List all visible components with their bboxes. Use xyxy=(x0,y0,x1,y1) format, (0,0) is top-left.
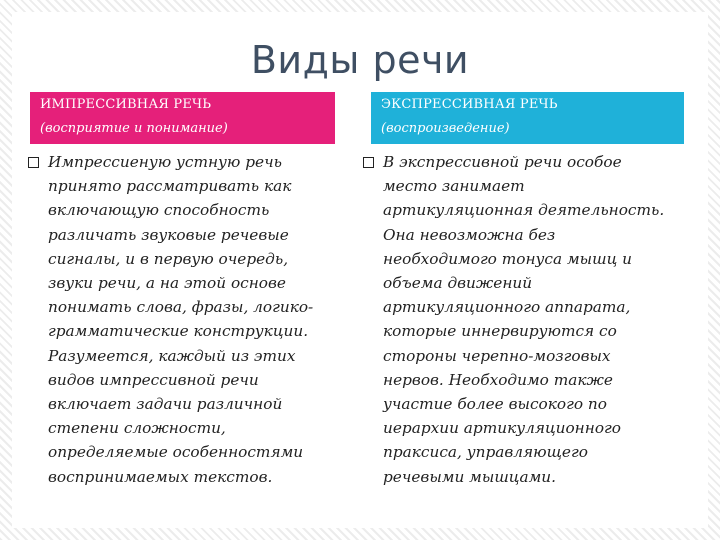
impressive-header-subtitle: (восприятие и понимание) xyxy=(40,121,228,136)
text-line: артикуляционного аппарата, xyxy=(383,298,631,317)
text-line: стороны черепно-мозговых xyxy=(383,346,611,365)
text-line: участие более высокого по xyxy=(383,395,607,414)
text-line: необходимого тонуса мышц и xyxy=(383,249,632,268)
impressive-header-title: ИМПРЕССИВНАЯ РЕЧЬ xyxy=(40,97,212,112)
square-bullet-icon xyxy=(363,157,374,168)
text-line: определяемые особенностями xyxy=(48,443,304,462)
impressive-column xyxy=(28,150,343,489)
square-bullet-icon xyxy=(28,157,39,168)
expressive-header xyxy=(371,92,684,144)
text-line: нервов. Необходимо также xyxy=(383,370,613,389)
text-line: иерархии артикуляционного xyxy=(383,419,621,438)
text-line: праксиса, управляющего xyxy=(383,443,588,462)
slide-title: Виды речи xyxy=(250,38,470,82)
text-line: грамматические конструкции. xyxy=(48,322,309,341)
impressive-text xyxy=(48,150,343,489)
text-line: воспринимаемых текстов. xyxy=(48,467,273,486)
text-line: включающую способность xyxy=(48,201,270,220)
text-line: место занимает xyxy=(383,177,525,196)
text-line: различать звуковые речевые xyxy=(48,225,289,244)
impressive-header xyxy=(30,92,335,144)
text-line: понимать слова, фразы, логико- xyxy=(48,298,314,317)
expressive-header-subtitle: (воспроизведение) xyxy=(381,121,510,136)
text-line: принято рассматривать как xyxy=(48,177,292,196)
text-line: степени сложности, xyxy=(48,419,226,438)
expressive-header-title: ЭКСПРЕССИВНАЯ РЕЧЬ xyxy=(381,97,558,112)
text-line: включает задачи различной xyxy=(48,395,283,414)
expressive-column xyxy=(363,150,693,489)
text-line: видов импрессивной речи xyxy=(48,370,259,389)
text-line: которые иннервируются со xyxy=(383,322,617,341)
text-line: звуки речи, а на этой основе xyxy=(48,274,286,293)
text-line: объема движений xyxy=(383,274,533,293)
text-line: Импрессиеную устную речь xyxy=(48,153,282,171)
text-line: Она невозможна без xyxy=(383,225,556,244)
expressive-text xyxy=(383,150,693,489)
text-line: артикуляционная деятельность. xyxy=(383,201,665,220)
text-line: сигналы, и в первую очередь, xyxy=(48,249,289,268)
text-line: Разумеется, каждый из этих xyxy=(48,346,296,365)
text-line: речевыми мышцами. xyxy=(383,467,556,486)
text-line: В экспрессивной речи особое xyxy=(383,153,622,171)
